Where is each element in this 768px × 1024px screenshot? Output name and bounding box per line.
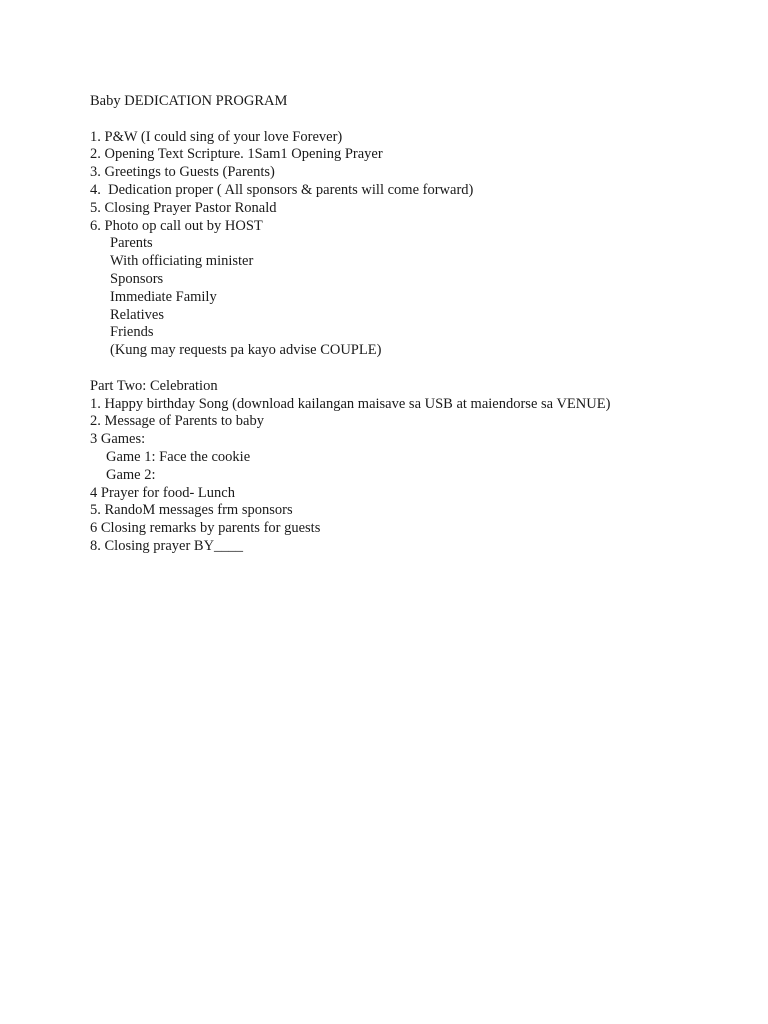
list-item: 3 Games: — [90, 431, 146, 448]
sub-list-item: Game 1: Face the cookie — [106, 448, 251, 465]
list-item: 6. Photo op call out by HOST — [90, 217, 263, 234]
list-item: 1. P&W (I could sing of your love Forever) — [90, 128, 343, 145]
sub-list-item: (Kung may requests pa kayo advise COUPLE) — [110, 342, 382, 359]
document-body — [90, 93, 730, 556]
list-item: 8. Closing prayer BY____ — [90, 537, 244, 554]
sub-list-item: Friends — [110, 324, 154, 341]
list-item: 2. Opening Text Scripture. 1Sam1 Opening Prayer — [90, 146, 383, 163]
list-item: 5. Closing Prayer Pastor Ronald — [90, 199, 277, 216]
photo-op-sublist — [90, 235, 730, 360]
list-item: 4. Dedication proper ( All sponsors & parents will come forward) — [90, 181, 474, 198]
list-item: 6 Closing remarks by parents for guests — [90, 520, 321, 537]
sub-list-item: Game 2: — [106, 466, 156, 483]
part-two-list — [90, 396, 730, 556]
list-item: 5. RandoM messages frm sponsors — [90, 502, 293, 519]
list-item: 2. Message of Parents to baby — [90, 413, 264, 430]
sub-list-item: With officiating minister — [110, 253, 254, 270]
list-item: 3. Greetings to Guests (Parents) — [90, 164, 275, 181]
sub-list-item: Relatives — [110, 306, 164, 323]
document-title: Baby DEDICATION PROGRAM — [90, 93, 288, 109]
list-item: 4 Prayer for food- Lunch — [90, 484, 235, 501]
section-gap — [90, 360, 730, 378]
part-one-list — [90, 129, 730, 236]
part-two-heading: Part Two: Celebration — [90, 377, 218, 394]
sub-list-item: Sponsors — [110, 270, 164, 287]
sub-list-item: Immediate Family — [110, 288, 217, 305]
list-item: 1. Happy birthday Song (download kailangan maisave sa USB at maiendorse sa VENUE) — [90, 395, 611, 412]
sub-list-item: Parents — [110, 235, 153, 252]
